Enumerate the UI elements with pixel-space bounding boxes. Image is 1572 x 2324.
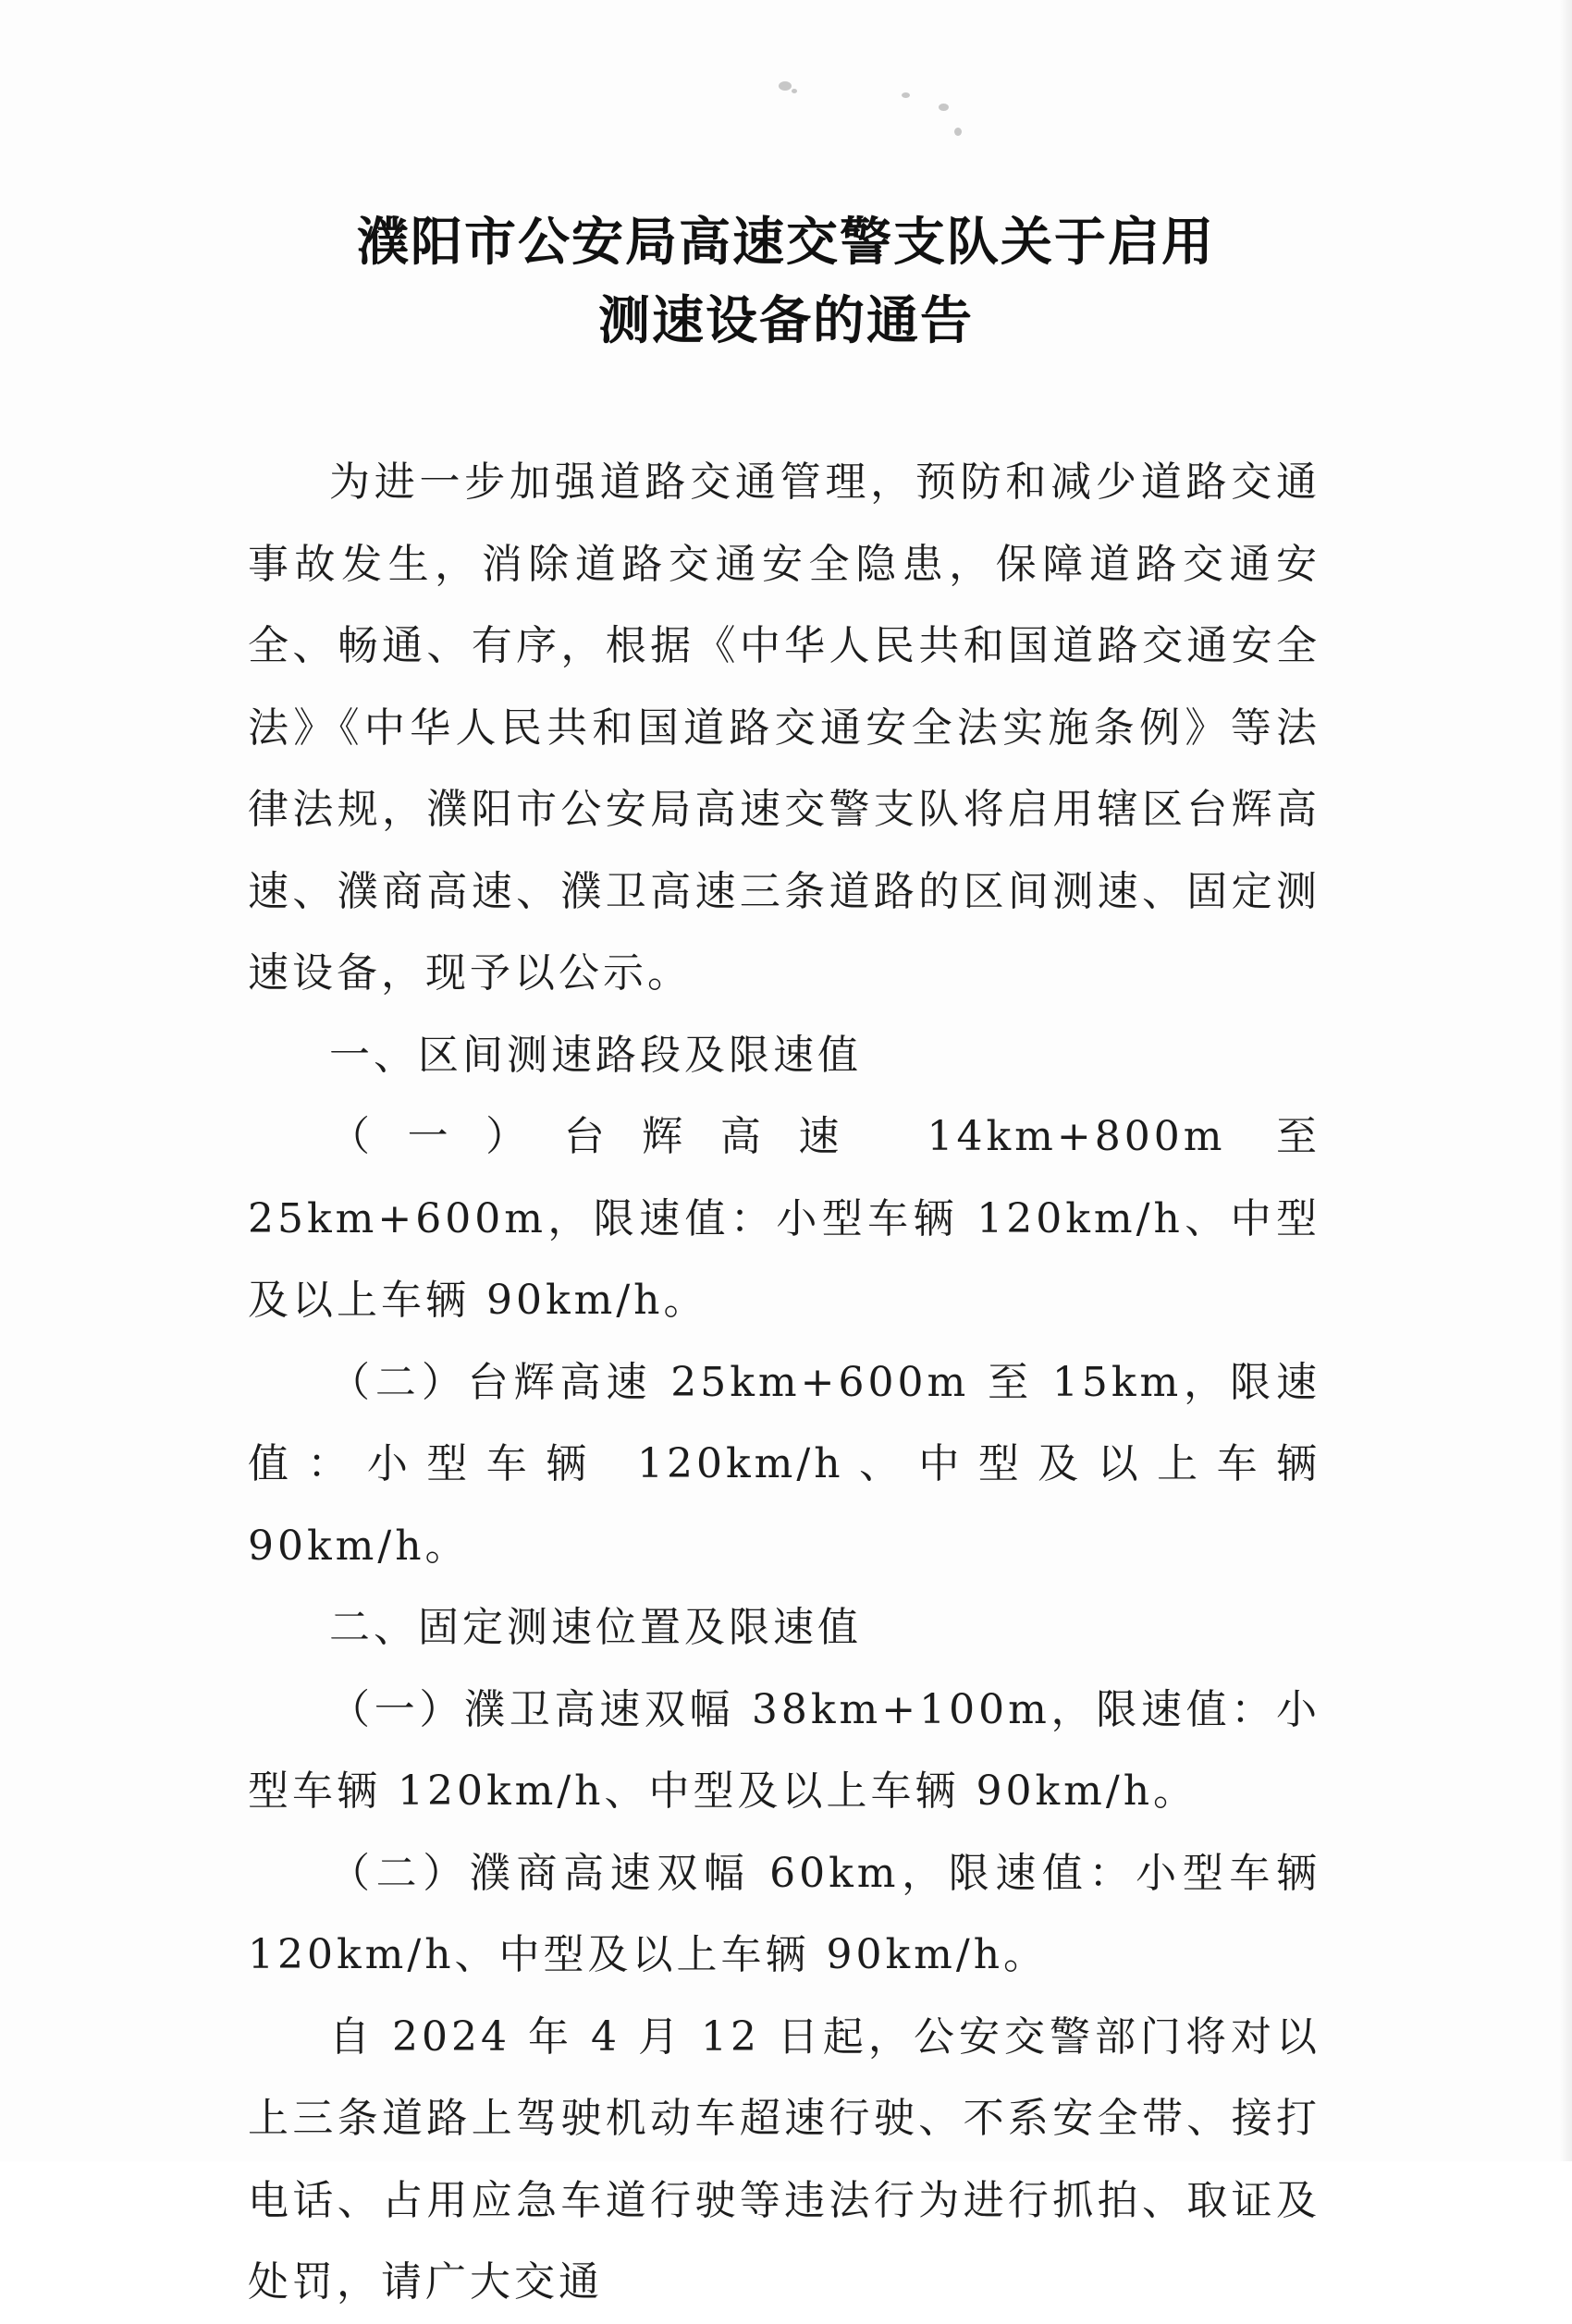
scan-speck <box>954 128 962 136</box>
scan-speck <box>792 89 797 93</box>
scan-speck <box>779 81 792 91</box>
paragraph-intro: 为进一步加强道路交通管理，预防和减少道路交通事故发生，消除道路交通安全隐患，保障道路交通安全、畅通、有序，根据《中华人民共和国道路交通安全法》《中华人民共和国道路交通安全法实施条例》等法律法规，濮阳市公安局高速交警支队将启用辖区台辉高速、濮商高速、濮卫高速三条道路的区间测速、固定测速设备，现予以公示。 <box>248 459 1320 997</box>
paragraph-effective-date: 自 2024 年 4 月 12 日起，公安交警部门将对以上三条道路上驾驶机动车超速行驶、不系安全带、接打电话、占用应急车道行驶等违法行为进行抓拍、取证及处罚，请广大交通 <box>248 2012 1320 2306</box>
notice-title-line-1: 濮阳市公安局高速交警支队关于启用 <box>357 213 1215 273</box>
notice-title-line-2: 测速设备的通告 <box>598 291 974 351</box>
scan-speck <box>902 92 910 98</box>
scan-speck <box>939 104 949 111</box>
section-heading-fixed: 二、固定测速位置及限速值 <box>329 1604 862 1651</box>
section-heading-interval: 一、区间测速路段及限速值 <box>329 1031 862 1079</box>
scan-edge-shadow <box>1559 0 1572 2161</box>
item-fixed-2: （二）濮商高速双幅 60km，限速值：小型车辆 120km/h、中型及以上车辆 90km/h。 <box>248 1849 1320 1978</box>
item-fixed-1: （一）濮卫高速双幅 38km+100m，限速值：小型车辆 120km/h、中型及以上车辆 90km/h。 <box>248 1685 1320 1815</box>
item-interval-2: （二）台辉高速 25km+600m 至 15km，限速值：小型车辆 120km/h、中型及以上车辆 90km/h。 <box>248 1358 1320 1570</box>
item-interval-1: （一）台辉高速 14km+800m 至 25km+600m，限速值：小型车辆 120km/h、中型及以上车辆 90km/h。 <box>248 1113 1320 1324</box>
notice-body <box>248 442 1320 2324</box>
